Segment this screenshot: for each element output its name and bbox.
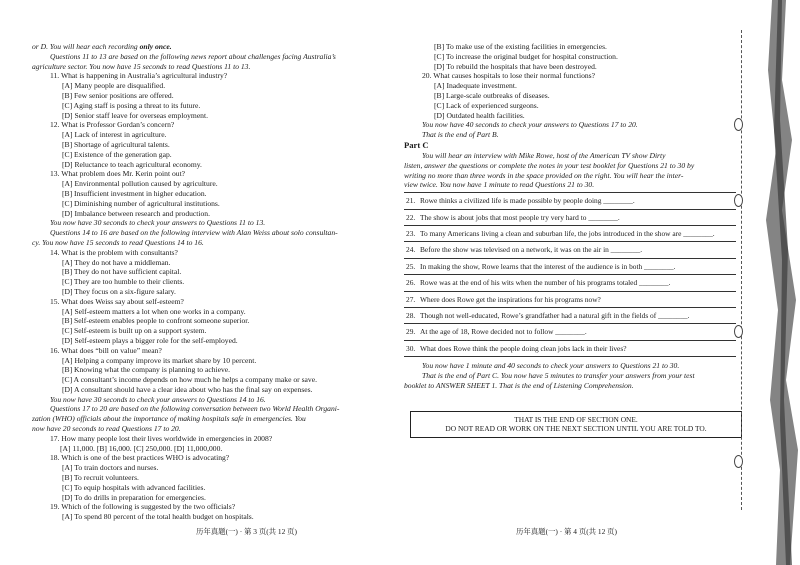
right-page: [400, 0, 740, 565]
scan-margin-shadow: [752, 0, 800, 565]
text-line: [32, 189, 394, 199]
end-instructions: [404, 361, 736, 390]
text-line-text: 17. How many people lost their lives worldwide in emergencies in 2008?: [50, 433, 273, 443]
text-line-text: [D] A consultant should have a clear idea about who has the final say on expenses.: [62, 384, 313, 394]
text-line: [404, 52, 736, 62]
question-number: 25.: [404, 258, 420, 274]
text-line: [32, 150, 394, 160]
question-number: 28.: [404, 308, 420, 324]
text-line: [404, 71, 736, 81]
text-line-emphasis: only once.: [139, 42, 172, 51]
text-line: [32, 81, 394, 91]
text-line: [32, 42, 394, 52]
fill-in-row: [404, 242, 736, 258]
question-text: Rowe was at the end of his wits when the number of his programs totaled ________.: [420, 275, 736, 291]
instruction-line-text: view twice. You now have 1 minute to read Questions 21 to 30.: [404, 180, 595, 190]
text-line-text: [B] Large-scale outbreaks of diseases.: [434, 90, 550, 100]
text-line: [32, 179, 394, 189]
text-line: [404, 130, 736, 140]
question-text: What does Rowe think the people doing clean jobs lack in their lives?: [420, 340, 736, 356]
text-line: [32, 346, 394, 356]
end-of-section-box: [410, 411, 742, 439]
text-line-text: agriculture sector. You now have 15 seconds to read Questions 11 to 13.: [32, 61, 251, 71]
text-line-text: [A] Helping a company improve its market share by 10 percent.: [62, 355, 257, 365]
text-line-text: 18. Which is one of the best practices WHO is advocating?: [50, 453, 230, 463]
text-line-text: zation (WHO) officials about the importance of making hospitals safe in emergencies. You: [32, 414, 306, 424]
text-line: [32, 101, 394, 111]
text-line: [32, 199, 394, 209]
question-text: To many Americans living a clean and suburban life, the jobs introduced in the show are ________.: [420, 225, 736, 241]
text-line: [32, 385, 394, 395]
text-line: [32, 326, 394, 336]
text-line: [32, 267, 394, 277]
text-line: [32, 248, 394, 258]
fill-in-row: [404, 275, 736, 291]
question-text: The show is about jobs that most people try very hard to ________.: [420, 209, 736, 225]
text-line-text: 12. What is Professor Gordan’s concern?: [50, 120, 175, 130]
text-line: [32, 169, 394, 179]
fill-in-row: [404, 258, 736, 274]
text-line: [32, 365, 394, 375]
text-line: [32, 473, 394, 483]
text-line-text: 15. What does Weiss say about self-esteem?: [50, 296, 184, 306]
text-line: [32, 277, 394, 287]
text-line: [32, 453, 394, 463]
text-line-text: [A] Self-esteem matters a lot when one works in a company.: [62, 306, 246, 316]
question-number: 30.: [404, 340, 420, 356]
fill-in-row: [404, 324, 736, 340]
fill-in-row: [404, 209, 736, 225]
text-line: [32, 140, 394, 150]
text-line: [404, 101, 736, 111]
text-line-text: [C] Lack of experienced surgeons.: [434, 100, 539, 110]
text-line: [32, 130, 394, 140]
text-line: [32, 238, 394, 248]
text-line-text: [C] Diminishing number of agricultural institutions.: [62, 198, 220, 208]
text-line: [32, 375, 394, 385]
text-line: [32, 218, 394, 228]
binding-hole-3: [734, 325, 743, 338]
text-line-text: [C] To increase the original budget for hospital construction.: [434, 51, 618, 61]
instruction-line-text: booklet to ANSWER SHEET 1. That is the end of Listening Comprehension.: [404, 380, 634, 390]
instruction-line-text: writing no more than three words in the space provided on the right. You will hear the inter-: [404, 170, 684, 180]
text-line: [32, 414, 394, 424]
text-line-text: [B] To make use of the existing facilities in emergencies.: [434, 42, 607, 51]
text-line: [32, 493, 394, 503]
text-line-text: [B] Shortage of agricultural talents.: [62, 139, 170, 149]
text-line: [32, 91, 394, 101]
text-line-text: You now have 40 seconds to check your answers to Questions 17 to 20.: [422, 120, 638, 130]
text-line-text: [C] Existence of the generation gap.: [62, 149, 172, 159]
text-line-text: [C] Self-esteem is built up on a support system.: [62, 326, 207, 336]
instruction-line: [404, 361, 736, 371]
text-line-text: [D] Senior staff leave for overseas employment.: [62, 110, 208, 120]
text-line: [404, 81, 736, 91]
fill-in-row: [404, 193, 736, 209]
text-line-text: [D] Imbalance between research and production.: [62, 208, 211, 218]
text-line: [32, 404, 394, 414]
text-line: [32, 258, 394, 268]
text-line-text: That is the end of Part B.: [422, 130, 499, 140]
question-text: Rowe thinks a civilized life is made possible by people doing ________.: [420, 193, 736, 209]
text-line-text: [B] They do not have sufficient capital.: [62, 267, 182, 277]
binding-cut-line: [741, 30, 742, 510]
question-number: 24.: [404, 242, 420, 258]
text-line: [404, 111, 736, 121]
fill-in-table: [404, 192, 736, 357]
do-not-read-line: DO NOT READ OR WORK ON THE NEXT SECTION UNTIL YOU ARE TOLD TO.: [445, 424, 707, 434]
question-text: Before the show was televised on a network, it was on the air in ________.: [420, 242, 736, 258]
text-line-text: cy. You now have 15 seconds to read Questions 14 to 16.: [32, 237, 204, 247]
text-line: [32, 502, 394, 512]
text-line-text: [B] Self-esteem enables people to confront someone superior.: [62, 316, 250, 326]
end-of-section-line: THAT IS THE END OF SECTION ONE.: [514, 414, 638, 424]
text-line-text: [D] To do drills in preparation for emergencies.: [62, 492, 206, 502]
text-line-text: [C] To equip hospitals with advanced facilities.: [62, 482, 206, 492]
text-line: [32, 120, 394, 130]
text-line-text: 11. What is happening in Australia’s agricultural industry?: [50, 71, 228, 81]
question-number: 26.: [404, 275, 420, 291]
text-line: [404, 120, 736, 130]
instruction-line-text: That is the end of Part C. You now have 5 minutes to transfer your answers from your test: [422, 371, 695, 381]
fill-in-row: [404, 308, 736, 324]
text-line: [32, 307, 394, 317]
text-line: [32, 209, 394, 219]
question-number: 21.: [404, 193, 420, 209]
text-line: [32, 52, 394, 62]
part-c-instructions: [404, 151, 736, 190]
text-line-text: [B] Few senior positions are offered.: [62, 90, 174, 100]
text-line-text: Questions 17 to 20 are based on the following conversation between two World Health Organi-: [50, 404, 340, 414]
text-line-text: 13. What problem does Mr. Kerin point out?: [50, 169, 186, 179]
question-number: 23.: [404, 225, 420, 241]
text-line-text: [A] Environmental pollution caused by agriculture.: [62, 179, 218, 189]
question-text: At the age of 18, Rowe decided not to follow ________.: [420, 324, 736, 340]
text-line-text: now have 20 seconds to read Questions 17 to 20.: [32, 424, 181, 434]
text-line-text: 14. What is the problem with consultants?: [50, 247, 178, 257]
text-line: [32, 228, 394, 238]
page-footer-left: 历年真题(一) · 第 3 页(共 12 页): [196, 527, 297, 536]
text-line-text: [A] Many people are disqualified.: [62, 81, 166, 91]
binding-hole-4: [734, 455, 743, 468]
text-line: [32, 483, 394, 493]
text-line-text: Questions 14 to 16 are based on the following interview with Alan Weiss about solo consultan-: [50, 228, 338, 238]
left-page-text: [32, 42, 394, 522]
question-text: Though not well-educated, Rowe’s grandfather had a natural gift in the fields of ________.: [420, 308, 736, 324]
question-number: 22.: [404, 209, 420, 225]
text-line: [32, 356, 394, 366]
instruction-line-text: listen, answer the questions or complete the notes in your test booklet for Questions 21 to 30 by: [404, 160, 695, 170]
text-line-text: [B] Insufficient investment in higher education.: [62, 188, 207, 198]
text-line-text: You now have 30 seconds to check your answers to Questions 11 to 13.: [50, 218, 266, 228]
text-line-text: [C] Aging staff is posing a threat to its future.: [62, 100, 201, 110]
text-line-text: [A] To spend 80 percent of the total health budget on hospitals.: [62, 512, 254, 522]
fill-in-row: [404, 340, 736, 356]
question-number: 29.: [404, 324, 420, 340]
text-line-text: [A] They do not have a middleman.: [62, 257, 171, 267]
text-line: [32, 395, 394, 405]
text-line-text: 19. Which of the following is suggested by the two officials?: [50, 502, 236, 512]
text-line-text: [A] Inadequate investment.: [434, 81, 517, 91]
text-line: [32, 463, 394, 473]
text-line-text: [B] Knowing what the company is planning to achieve.: [62, 365, 231, 375]
text-line: [32, 297, 394, 307]
text-line: [32, 316, 394, 326]
text-line-text: 20. What causes hospitals to lose their normal functions?: [422, 71, 596, 81]
text-line-text: 16. What does “bill on value” mean?: [50, 345, 162, 355]
text-line-text: [D] Self-esteem plays a bigger role for the self-employed.: [62, 335, 238, 345]
fill-in-row: [404, 291, 736, 307]
text-line: [32, 71, 394, 81]
text-line: [32, 444, 394, 454]
instruction-line-text: You now have 1 minute and 40 seconds to check your answers to Questions 21 to 30.: [422, 361, 680, 371]
text-line: [32, 62, 394, 72]
text-line-text: [D] Outdated health facilities.: [434, 110, 525, 120]
text-line: [32, 160, 394, 170]
text-line-text: or D. You will hear each recording: [32, 42, 140, 51]
text-line: [32, 434, 394, 444]
text-line: [32, 424, 394, 434]
text-line: [32, 111, 394, 121]
question-text: In making the show, Rowe learns that the interest of the audience is in both ________.: [420, 258, 736, 274]
instruction-line-text: You will hear an interview with Mike Rowe, host of the American TV show Dirty: [422, 150, 666, 160]
fill-in-row: [404, 225, 736, 241]
text-line-text: [A] To train doctors and nurses.: [62, 463, 159, 473]
text-line-text: You now have 30 seconds to check your answers to Questions 14 to 16.: [50, 394, 266, 404]
instruction-line: [404, 171, 736, 181]
right-page-text: [404, 42, 736, 140]
text-line-text: [A] 11,000. [B] 16,000. [C] 250,000. [D] 11,000,000.: [60, 443, 223, 453]
instruction-line: [404, 371, 736, 381]
text-line-text: Questions 11 to 13 are based on the following news report about challenges facing Australia’s: [50, 51, 336, 61]
text-line: [32, 512, 394, 522]
instruction-line: [404, 151, 736, 161]
text-line-text: [A] Lack of interest in agriculture.: [62, 130, 167, 140]
text-line-text: [D] They focus on a six-figure salary.: [62, 286, 176, 296]
question-number: 27.: [404, 291, 420, 307]
text-line: [404, 91, 736, 101]
binding-hole-1: [734, 118, 743, 131]
instruction-line: [404, 381, 736, 391]
text-line: [32, 336, 394, 346]
text-line-text: [C] A consultant’s income depends on how much he helps a company make or save.: [62, 375, 317, 385]
page-footer-right: 历年真题(一) · 第 4 页(共 12 页): [516, 527, 617, 536]
binding-hole-2: [734, 194, 743, 207]
part-c-title: Part C: [404, 139, 429, 150]
text-line-text: [D] To rebuild the hospitals that have been destroyed.: [434, 61, 597, 71]
instruction-line: [404, 161, 736, 171]
text-line-text: [D] Reluctance to teach agricultural economy.: [62, 159, 202, 169]
text-line-text: [C] They are too humble to their clients.: [62, 277, 185, 287]
question-text: Where does Rowe get the inspirations for his programs now?: [420, 291, 736, 307]
instruction-line: [404, 180, 736, 190]
text-line: [404, 42, 736, 52]
text-line-text: [B] To recruit volunteers.: [62, 473, 139, 483]
text-line: [32, 287, 394, 297]
text-line: [404, 62, 736, 72]
